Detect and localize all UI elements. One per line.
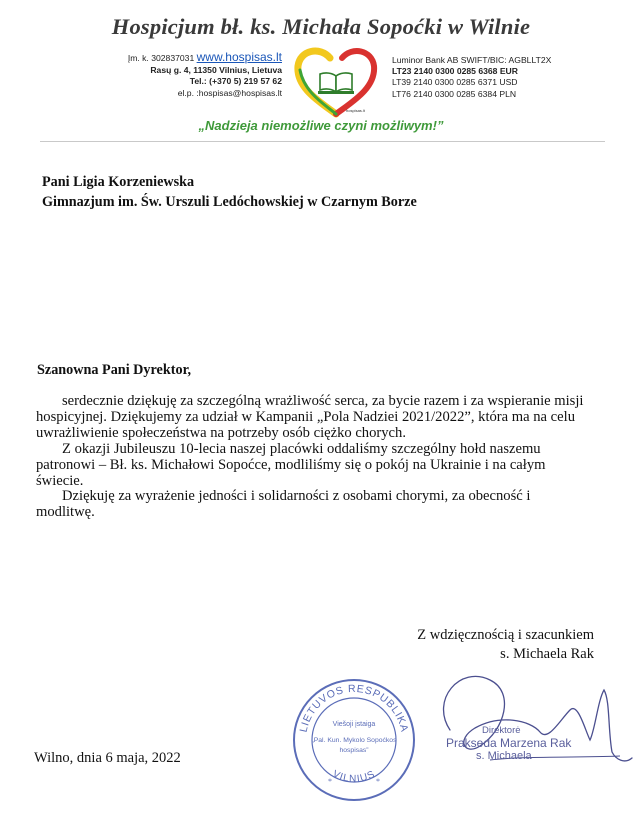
letterhead-title: Hospicjum bł. ks. Michała Sopoćki w Wilnie bbox=[111, 14, 531, 39]
stamp-outer-top: LIETUVOS RESPUBLIKA bbox=[297, 682, 411, 734]
letter-body bbox=[36, 394, 588, 521]
signature-stamp bbox=[446, 724, 626, 763]
star-icon: * bbox=[376, 777, 380, 786]
header-divider bbox=[40, 141, 605, 142]
stamp-inner-line3: hospisas” bbox=[339, 747, 369, 754]
stamp-outer-bottom: VILNIUS bbox=[330, 768, 378, 785]
phone: Tel.: (+370 5) 219 57 62 bbox=[189, 76, 282, 87]
stamp-inner-line2: „Pal. Kun. Mykolo Sopoćkos bbox=[311, 737, 397, 744]
heart-book-logo-icon bbox=[290, 44, 382, 118]
closing-phrase: Z wdzięcznością i szacunkiem bbox=[417, 627, 594, 643]
stamp-inner-line1: Viešoji įstaiga bbox=[332, 721, 376, 728]
svg-text:VILNIUS bbox=[331, 769, 378, 785]
recipient-name: Pani Ligia Korzeniewska bbox=[42, 174, 195, 190]
star-icon: * bbox=[328, 777, 332, 786]
motto: „Nadzieja niemożliwe czyni możliwym!” bbox=[198, 118, 444, 133]
closing bbox=[300, 626, 594, 664]
signature-fullname: Prakseda Marzena Rak bbox=[446, 736, 572, 750]
iban-eur: LT23 2140 0300 0285 6368 EUR bbox=[392, 66, 518, 77]
svg-text:hospisas.lt: hospisas.lt bbox=[346, 108, 365, 113]
email: el.p. :hospisas@hospisas.lt bbox=[177, 87, 282, 98]
paragraph-3: Dziękuję za wyrażenie jedności i solidarności z osobami chorymi, za obecność i modlitwę. bbox=[36, 488, 531, 521]
bank-details bbox=[392, 55, 632, 100]
official-stamp bbox=[290, 676, 418, 804]
contact-block bbox=[60, 52, 282, 99]
recipient-block bbox=[42, 173, 417, 212]
address: Rasų g. 4, 11350 Vilnius, Lietuva bbox=[150, 64, 282, 75]
recipient-school: Gimnazjum im. Św. Urszuli Ledóchowskiej w Czarnym Borze bbox=[42, 193, 417, 210]
salutation: Szanowna Pani Dyrektor, bbox=[37, 362, 192, 378]
bank-name: Luminor Bank AB SWIFT/BIC: AGBLLT2X bbox=[392, 55, 552, 65]
paragraph-2: Z okazji Jubileuszu 10-lecia naszej placówki oddaliśmy szczególny hołd naszemu patronowi – Bł. ks. Michałowi Sopoćce, modliliśmy się o pokój na Ukrainie i na całym świecie. bbox=[36, 440, 546, 489]
company-code: Įm. k. 302837031 bbox=[127, 53, 195, 63]
paragraph-1: serdecznie dziękuję za szczególną wrażliwość serca, za bycie razem i za wspieranie misji hospicyjnej. Dziękujemy za udział w Kampanii „Pola Nadziei 2021/2022”, która ma na celu uwrażliwienie społeczeństwa na potrzeby osób ciężko chorych. bbox=[36, 393, 584, 441]
signature-role: Direktorė bbox=[482, 725, 521, 736]
signer-name: s. Michaela Rak bbox=[500, 646, 594, 662]
letter-date: Wilno, dnia 6 maja, 2022 bbox=[34, 750, 181, 766]
iban-pln: LT76 2140 0300 0285 6384 PLN bbox=[392, 88, 517, 99]
website-link[interactable]: www.hospisas.lt bbox=[196, 50, 282, 64]
iban-usd: LT39 2140 0300 0285 6371 USD bbox=[392, 77, 518, 88]
signature-religious-name: s. Michaela bbox=[476, 750, 532, 762]
